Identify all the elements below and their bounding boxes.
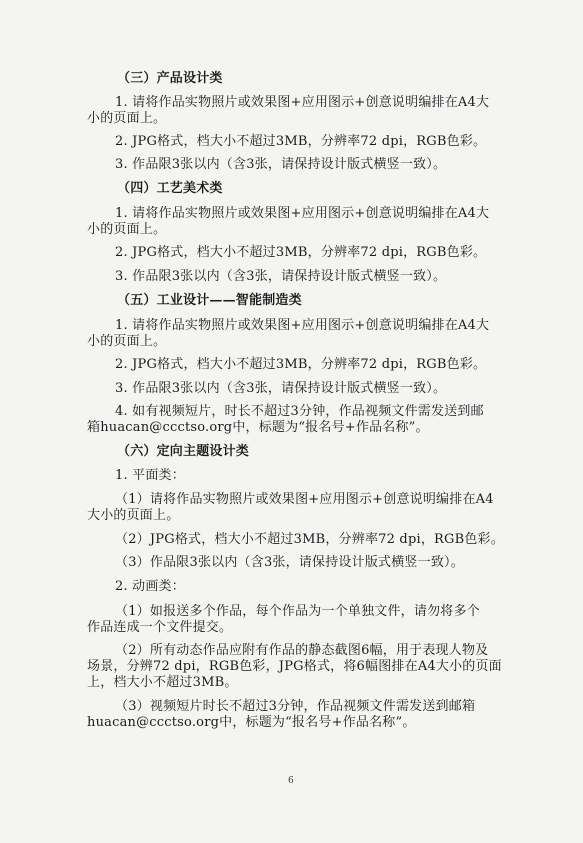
paragraph-line: 作品连成一个文件提交。 bbox=[87, 620, 233, 635]
section-heading: （三）产品设计类 bbox=[117, 71, 223, 86]
paragraph-line: （1）请将作品实物照片或效果图+应用图示+创意说明编排在A4 bbox=[115, 492, 494, 507]
paragraph-line: 1. 平面类： bbox=[115, 468, 185, 483]
paragraph-line: 1. 请将作品实物照片或效果图+应用图示+创意说明编排在A4大 bbox=[115, 95, 490, 110]
section-heading: （五）工业设计——智能制造类 bbox=[117, 293, 302, 308]
paragraph-line: 1. 请将作品实物照片或效果图+应用图示+创意说明编排在A4大 bbox=[115, 318, 490, 333]
paragraph-line: 2. 动画类： bbox=[115, 579, 185, 594]
paragraph-line: 3. 作品限3张以内（含3张，请保持设计版式横竖一致）。 bbox=[115, 157, 447, 172]
paragraph-line: 1. 请将作品实物照片或效果图+应用图示+创意说明编排在A4大 bbox=[115, 206, 490, 221]
paragraph-line: （2）JPG格式，档大小不超过3MB，分辨率72 dpi，RGB色彩。 bbox=[115, 532, 504, 547]
paragraph-line: 2. JPG格式，档大小不超过3MB，分辨率72 dpi，RGB色彩。 bbox=[115, 134, 487, 149]
section-heading: （六）定向主题设计类 bbox=[117, 444, 250, 459]
paragraph-line: 3. 作品限3张以内（含3张，请保持设计版式横竖一致）。 bbox=[115, 269, 447, 284]
paragraph-line: 场景，分辨72 dpi，RGB色彩，JPG格式，将6幅图排在A4大小的页面 bbox=[87, 659, 502, 674]
paragraph-line: 小的页面上。 bbox=[87, 222, 167, 237]
paragraph-line: 小的页面上。 bbox=[87, 334, 167, 349]
paragraph-line: 3. 作品限3张以内（含3张，请保持设计版式横竖一致）。 bbox=[115, 381, 447, 396]
paragraph-line: 箱huacan@ccctso.org中，标题为“报名号+作品名称”。 bbox=[87, 420, 429, 435]
paragraph-line: 小的页面上。 bbox=[87, 111, 167, 126]
paragraph-line: （3）视频短片时长不超过3分钟，作品视频文件需发送到邮箱 bbox=[115, 699, 476, 714]
page-number: 6 bbox=[288, 776, 294, 786]
paragraph-line: huacan@ccctso.org中，标题为“报名号+作品名称”。 bbox=[87, 715, 416, 730]
paragraph-line: 4. 如有视频短片，时长不超过3分钟，作品视频文件需发送到邮 bbox=[115, 404, 484, 419]
paragraph-line: 2. JPG格式，档大小不超过3MB，分辨率72 dpi，RGB色彩。 bbox=[115, 357, 487, 372]
paragraph-line: 大小的页面上。 bbox=[87, 508, 180, 523]
paragraph-line: （3）作品限3张以内（含3张，请保持设计版式横竖一致）。 bbox=[115, 555, 464, 570]
paragraph-line: （1）如报送多个作品，每个作品为一个单独文件，请勿将多个 bbox=[115, 604, 480, 619]
paragraph-line: 上，档大小不超过3MB。 bbox=[87, 675, 238, 690]
section-heading: （四）工艺美术类 bbox=[117, 181, 223, 196]
paragraph-line: （2）所有动态作品应附有作品的静态截图6幅，用于表现人物及 bbox=[115, 643, 489, 658]
paragraph-line: 2. JPG格式，档大小不超过3MB，分辨率72 dpi，RGB色彩。 bbox=[115, 245, 487, 260]
